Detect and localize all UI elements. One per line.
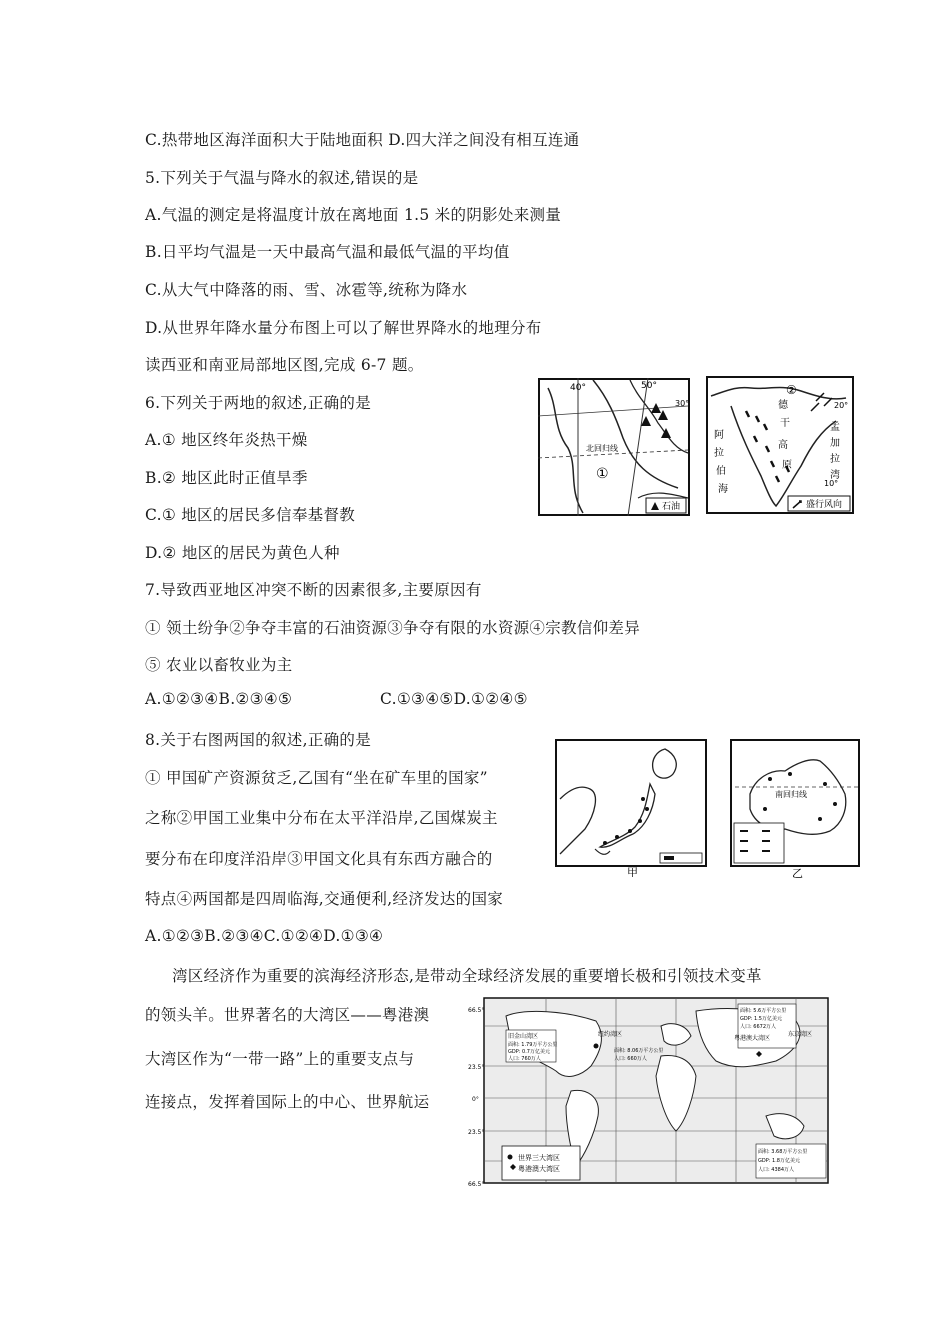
tokyo-gdp: GDP: 1.8万亿美元 [758,1158,800,1164]
lon-50-label: 50° [641,381,657,391]
ny-population: 人口: 660万人 [614,1056,647,1062]
q7-statements: ① 领土纷争②争夺丰富的石油资源③争夺有限的水资源④宗教信仰差异 [145,619,641,637]
sf-population: 人口: 760万人 [508,1056,541,1062]
west-asia-map [538,378,690,516]
lat-66-n-label: 66.5° [468,1007,485,1014]
ny-bay-label: 纽约湾区 [598,1031,623,1038]
sf-bay-label: 旧金山湾区 [508,1033,539,1040]
gba-area: 面积: 5.6万平方公里 [740,1008,787,1014]
legend-bay-areas: 世界三大湾区 [518,1154,560,1162]
wind-legend: 盛行风向 [806,500,843,510]
question-7: 7.导致西亚地区冲突不断的因素很多,主要原因有 [145,581,482,599]
option-c-q4: C.热带地区海洋面积大于陆地面积 D.四大洋之间没有相互连通 [145,131,580,149]
q7-options-ab: A.①②③④B.②③④⑤ [145,690,293,708]
ny-area: 面积: 8.06万平方公里 [614,1048,664,1054]
south-asia-map [706,376,854,514]
legend-gba: 粤港澳大湾区 [518,1165,560,1173]
lat-23-s-label: 23.5° [468,1129,485,1136]
q8-statement-line3: 要分布在印度洋沿岸③甲国文化具有东西方融合的 [145,850,493,868]
question-5: 5.下列关于气温与降水的叙述,错误的是 [145,169,419,187]
option-d-q5: D.从世界年降水量分布图上可以了解世界降水的地理分布 [145,319,542,337]
gba-gdp: GDP: 1.5万亿美元 [740,1016,782,1022]
japan-map [555,739,707,877]
arabian-char-1: 阿 [714,430,724,441]
deccan-char-3: 高 [778,440,788,451]
bengal-char-3: 拉 [830,454,840,465]
sf-gdp: GDP: 0.7万亿美元 [508,1049,550,1055]
region-2-label: ② [786,383,797,397]
gba-population: 人口: 6672万人 [740,1024,776,1030]
option-d-q6: D.② 地区的居民为黄色人种 [145,544,340,562]
sf-area: 面积: 1.79万平方公里 [508,1042,558,1048]
question-8: 8.关于右图两国的叙述,正确的是 [145,731,372,749]
arabian-char-2: 拉 [714,448,724,459]
bengal-char-1: 孟 [830,422,840,433]
bengal-char-4: 湾 [830,470,840,481]
bay-area-paragraph-line2: 的领头羊。世界著名的大湾区——粤港澳 [145,1006,430,1024]
deccan-char-2: 干 [780,418,790,429]
lat-0-label: 0° [472,1096,479,1103]
australia-caption: 乙 [792,867,803,879]
tropic-label: 北回归线 [586,444,618,453]
q7-options-cd: C.①③④⑤D.①②④⑤ [380,690,528,708]
q7-statement-5: ⑤ 农业以畜牧业为主 [145,656,293,674]
region-1-label: ① [596,466,609,482]
option-c-q6: C.① 地区的居民多信奉基督教 [145,506,356,524]
deccan-char-4: 原 [782,460,792,471]
q8-options: A.①②③B.②③④C.①②④D.①③④ [145,927,384,945]
bay-area-paragraph-line1: 湾区经济作为重要的滨海经济形态,是带动全球经济发展的重要增长极和引领技术变革 [172,967,762,985]
australia-map [730,739,860,879]
bengal-char-2: 加 [830,438,840,449]
option-b-q6: B.② 地区此时正值旱季 [145,469,308,487]
gba-label: 粤港澳大湾区 [734,1035,771,1042]
q8-statement-line2: 之称②甲国工业集中分布在太平洋沿岸,乙国煤炭主 [145,809,498,827]
bay-area-paragraph-line4: 连接点，发挥着国际上的中心、世界航运 [145,1093,430,1111]
oil-legend: 石油 [662,502,681,512]
lon-40-label: 40° [570,383,586,393]
arabian-char-3: 伯 [716,466,726,477]
option-b-q5: B.日平均气温是一天中最高气温和最低气温的平均值 [145,243,510,261]
tokyo-area: 面积: 3.68万平方公里 [758,1149,808,1155]
tokyo-bay-label: 东京湾区 [788,1031,813,1038]
q8-statement-line4: 特点④两国都是四周临海,交通便利,经济发达的国家 [145,890,504,908]
tokyo-population: 人口: 4384万人 [758,1167,794,1173]
arabian-char-4: 海 [718,484,728,495]
option-a-q6: A.① 地区终年炎热干燥 [145,431,308,449]
q8-statement-line1: ① 甲国矿产资源贫乏,乙国有“坐在矿车里的国家” [145,769,488,787]
lat-23-n-label: 23.5° [468,1064,485,1071]
lat-10-label: 10° [824,479,839,488]
instruction-6-7: 读西亚和南亚局部地区图,完成 6-7 题。 [145,356,424,374]
option-c-q5: C.从大气中降落的雨、雪、冰雹等,统称为降水 [145,281,468,299]
option-a-q5: A.气温的测定是将温度计放在离地面 1.5 米的阴影处来测量 [145,206,562,224]
lat-66-s-label: 66.5° [468,1181,485,1188]
deccan-char-1: 德 [778,400,788,411]
lat-30-label: 30° [675,399,690,408]
japan-caption: 甲 [627,866,638,877]
question-6: 6.下列关于两地的叙述,正确的是 [145,394,372,412]
world-bay-area-map [466,996,838,1190]
tropic-capricorn-label: 南回归线 [775,790,807,799]
lat-20-label: 20° [834,401,849,410]
bay-area-paragraph-line3: 大湾区作为“一带一路”上的重要支点与 [145,1050,415,1068]
